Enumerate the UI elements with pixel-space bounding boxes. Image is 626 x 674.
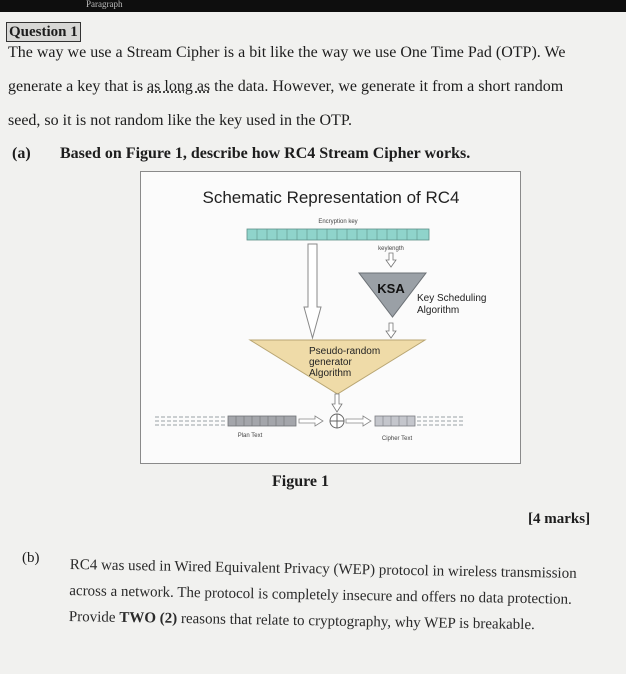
figure-title: Schematic Representation of RC4	[202, 188, 460, 207]
ksa-description-line-1: Key Scheduling	[417, 293, 487, 304]
part-b-label: (b)	[22, 550, 40, 566]
plaintext-label: Plan Text	[237, 433, 263, 439]
plaintext-bar	[228, 416, 296, 426]
intro-line-1: The way we use a Stream Cipher is a bit like the way we use One Time Pad (OTP). We	[8, 44, 566, 61]
part-b-text-end: reasons that relate to cryptography, why WEP is breakable.	[177, 610, 535, 634]
prga-label-line-2: generator	[309, 357, 352, 368]
part-a-marks: [4 marks]	[528, 511, 591, 527]
rc4-figure	[140, 171, 521, 464]
ksa-to-prga-arrow	[386, 323, 396, 338]
part-a-question: Based on Figure 1, describe how RC4 Stream Cipher works.	[60, 145, 471, 162]
plaintext-to-xor-arrow	[299, 416, 323, 426]
part-b-emphasis: TWO (2)	[119, 609, 178, 627]
intro-line-3: seed, so it is not random like the key used in the OTP.	[8, 112, 352, 129]
encryption-key-bar	[247, 229, 429, 240]
intro-emphasis: as long as	[147, 78, 211, 95]
part-a-label: (a)	[12, 145, 31, 162]
intro-line-2-end: the data. However, we generate it from a short random	[210, 78, 564, 95]
key-to-prga-arrow	[304, 244, 321, 338]
ciphertext-stream	[417, 417, 463, 425]
plaintext-stream	[155, 417, 227, 425]
ksa-label: KSA	[377, 281, 405, 296]
ksa-description-line-2: Algorithm	[417, 305, 460, 316]
intro-line-2	[8, 78, 563, 96]
ciphertext-label: Cipher Text	[381, 436, 413, 442]
part-b-question	[69, 552, 605, 639]
prga-label-line-1: Pseudo-random	[309, 346, 381, 357]
encryption-key-label: Encryption key	[318, 219, 358, 225]
rc4-diagram	[141, 172, 522, 465]
question-title: Question 1	[6, 22, 81, 42]
part-b-text-start: RC4 was used in Wired Equivalent Privacy (WEP) protocol in wireless transmission across a network. The protocol is completely insecure and offers no data protection. Provide	[68, 556, 577, 626]
ciphertext-bar	[375, 416, 415, 426]
keylength-arrow	[386, 253, 396, 267]
prga-label-line-3: Algorithm	[309, 368, 352, 379]
xor-to-ciphertext-arrow	[346, 416, 371, 426]
partial-paragraph-label: Paragraph	[86, 0, 123, 9]
figure-caption: Figure 1	[272, 473, 330, 490]
intro-line-2-start: generate a key that is	[8, 78, 148, 95]
prga-to-xor-arrow	[332, 394, 342, 412]
top-bar	[0, 0, 626, 12]
keylength-label: keylength	[378, 246, 404, 252]
